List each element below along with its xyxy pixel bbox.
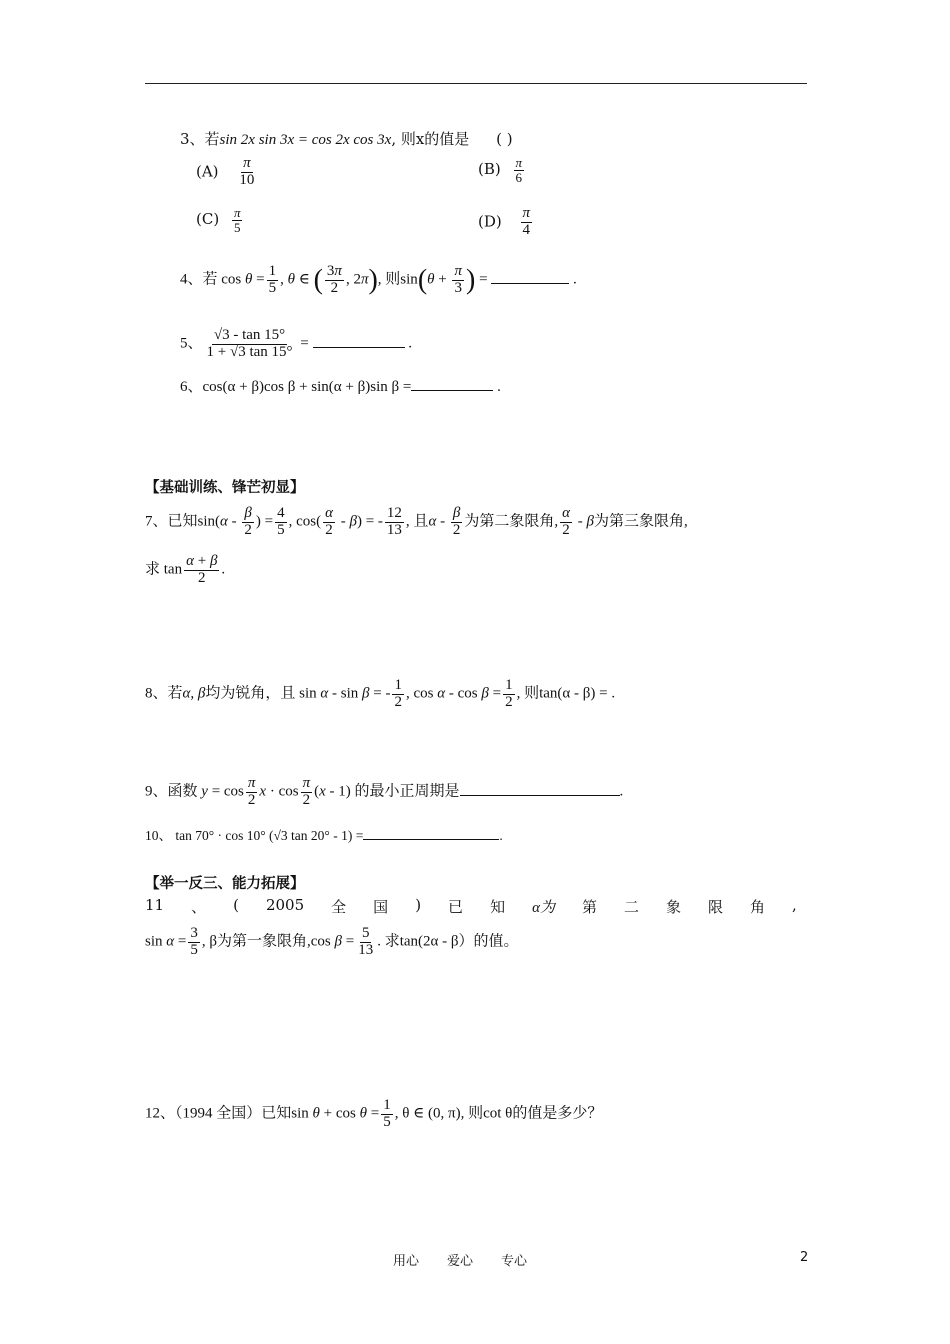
section-title-basic: 【基础训练、锋芒初显】 xyxy=(145,480,305,496)
option-a[interactable]: (A) $\frac{\pi}{10}$ xyxy=(196,155,255,188)
question-8: 8、若α, β均为锐角，且 sin α - sin β = - $\frac{1}{2}$ , cos α - cos β = $\frac{1}{2}$ , 则tan(α - β) = . xyxy=(145,677,616,710)
question-9: 9、函数 y = cos $\frac{\pi}{2}$ x · cos $\frac{\pi}{2}$ (x - 1) 的最小正周期是 . xyxy=(145,775,624,808)
option-d[interactable]: (D) $\frac{\pi}{4}$ xyxy=(478,205,531,238)
question-7-line-2: 求 tan $\frac{\alpha + \beta}{2}$ . xyxy=(145,553,226,586)
question-7: 7、已知sin(α - $\frac{\beta}{2}$ ) = $\frac{4}{5}$ , cos( $\frac{\alpha}{2}$ - β) = - $\frac{12}{13}$ , 且α - $\frac{\beta}{2}$ 为第二象限角, $\frac{\alpha}{2}$ - β为第三象限角, xyxy=(145,505,688,538)
question-3: 3、若sin 2x sin 3x = cos 2x cos 3x, 则x的值是 ( ) xyxy=(180,130,513,148)
header-rule xyxy=(145,83,807,84)
question-4: 4、若 cos θ = $\frac{1}{5}$ , θ ∈ ( $\frac{3\pi}{2}$ , 2π), 则sin(θ + $\frac{\pi}{3}$ ) = . xyxy=(180,263,577,296)
section-title-extend: 【举一反三、能力拓展】 xyxy=(145,876,305,892)
footer-motto: 用心 爱心 专心 xyxy=(393,1254,528,1269)
question-6: 6、cos(α + β)cos β + sin(α + β)sin β = . xyxy=(180,379,501,395)
option-c[interactable]: (C) $\frac{\pi}{5}$ xyxy=(196,205,241,235)
question-11-line-1: 11 、 ( 2005 全 国 ) 已 知 α为 第 二 象 限 角 , xyxy=(145,896,797,916)
question-12: 12、（1994 全国）已知sin θ + cos θ = $\frac{1}{5}$ , θ ∈ (0, π), 则cot θ的值是多少？ xyxy=(145,1097,603,1130)
question-5: 5、 $\frac{√3 - \tan 15^\circ}{1 + √3 \tan 15^\circ}$ = . xyxy=(180,327,412,360)
page-number: 2 xyxy=(800,1250,809,1265)
option-b[interactable]: (B) $\frac{\pi}{6}$ xyxy=(478,155,523,185)
question-11-line-2: sin α = $\frac{3}{5}$ , β为第一象限角,cos β = $\frac{5}{13}$ . 求tan(2α - β）的值。 xyxy=(145,925,519,958)
question-10: 10、 tan 70° · cos 10° (√3 tan 20° - 1) = . xyxy=(145,828,503,843)
